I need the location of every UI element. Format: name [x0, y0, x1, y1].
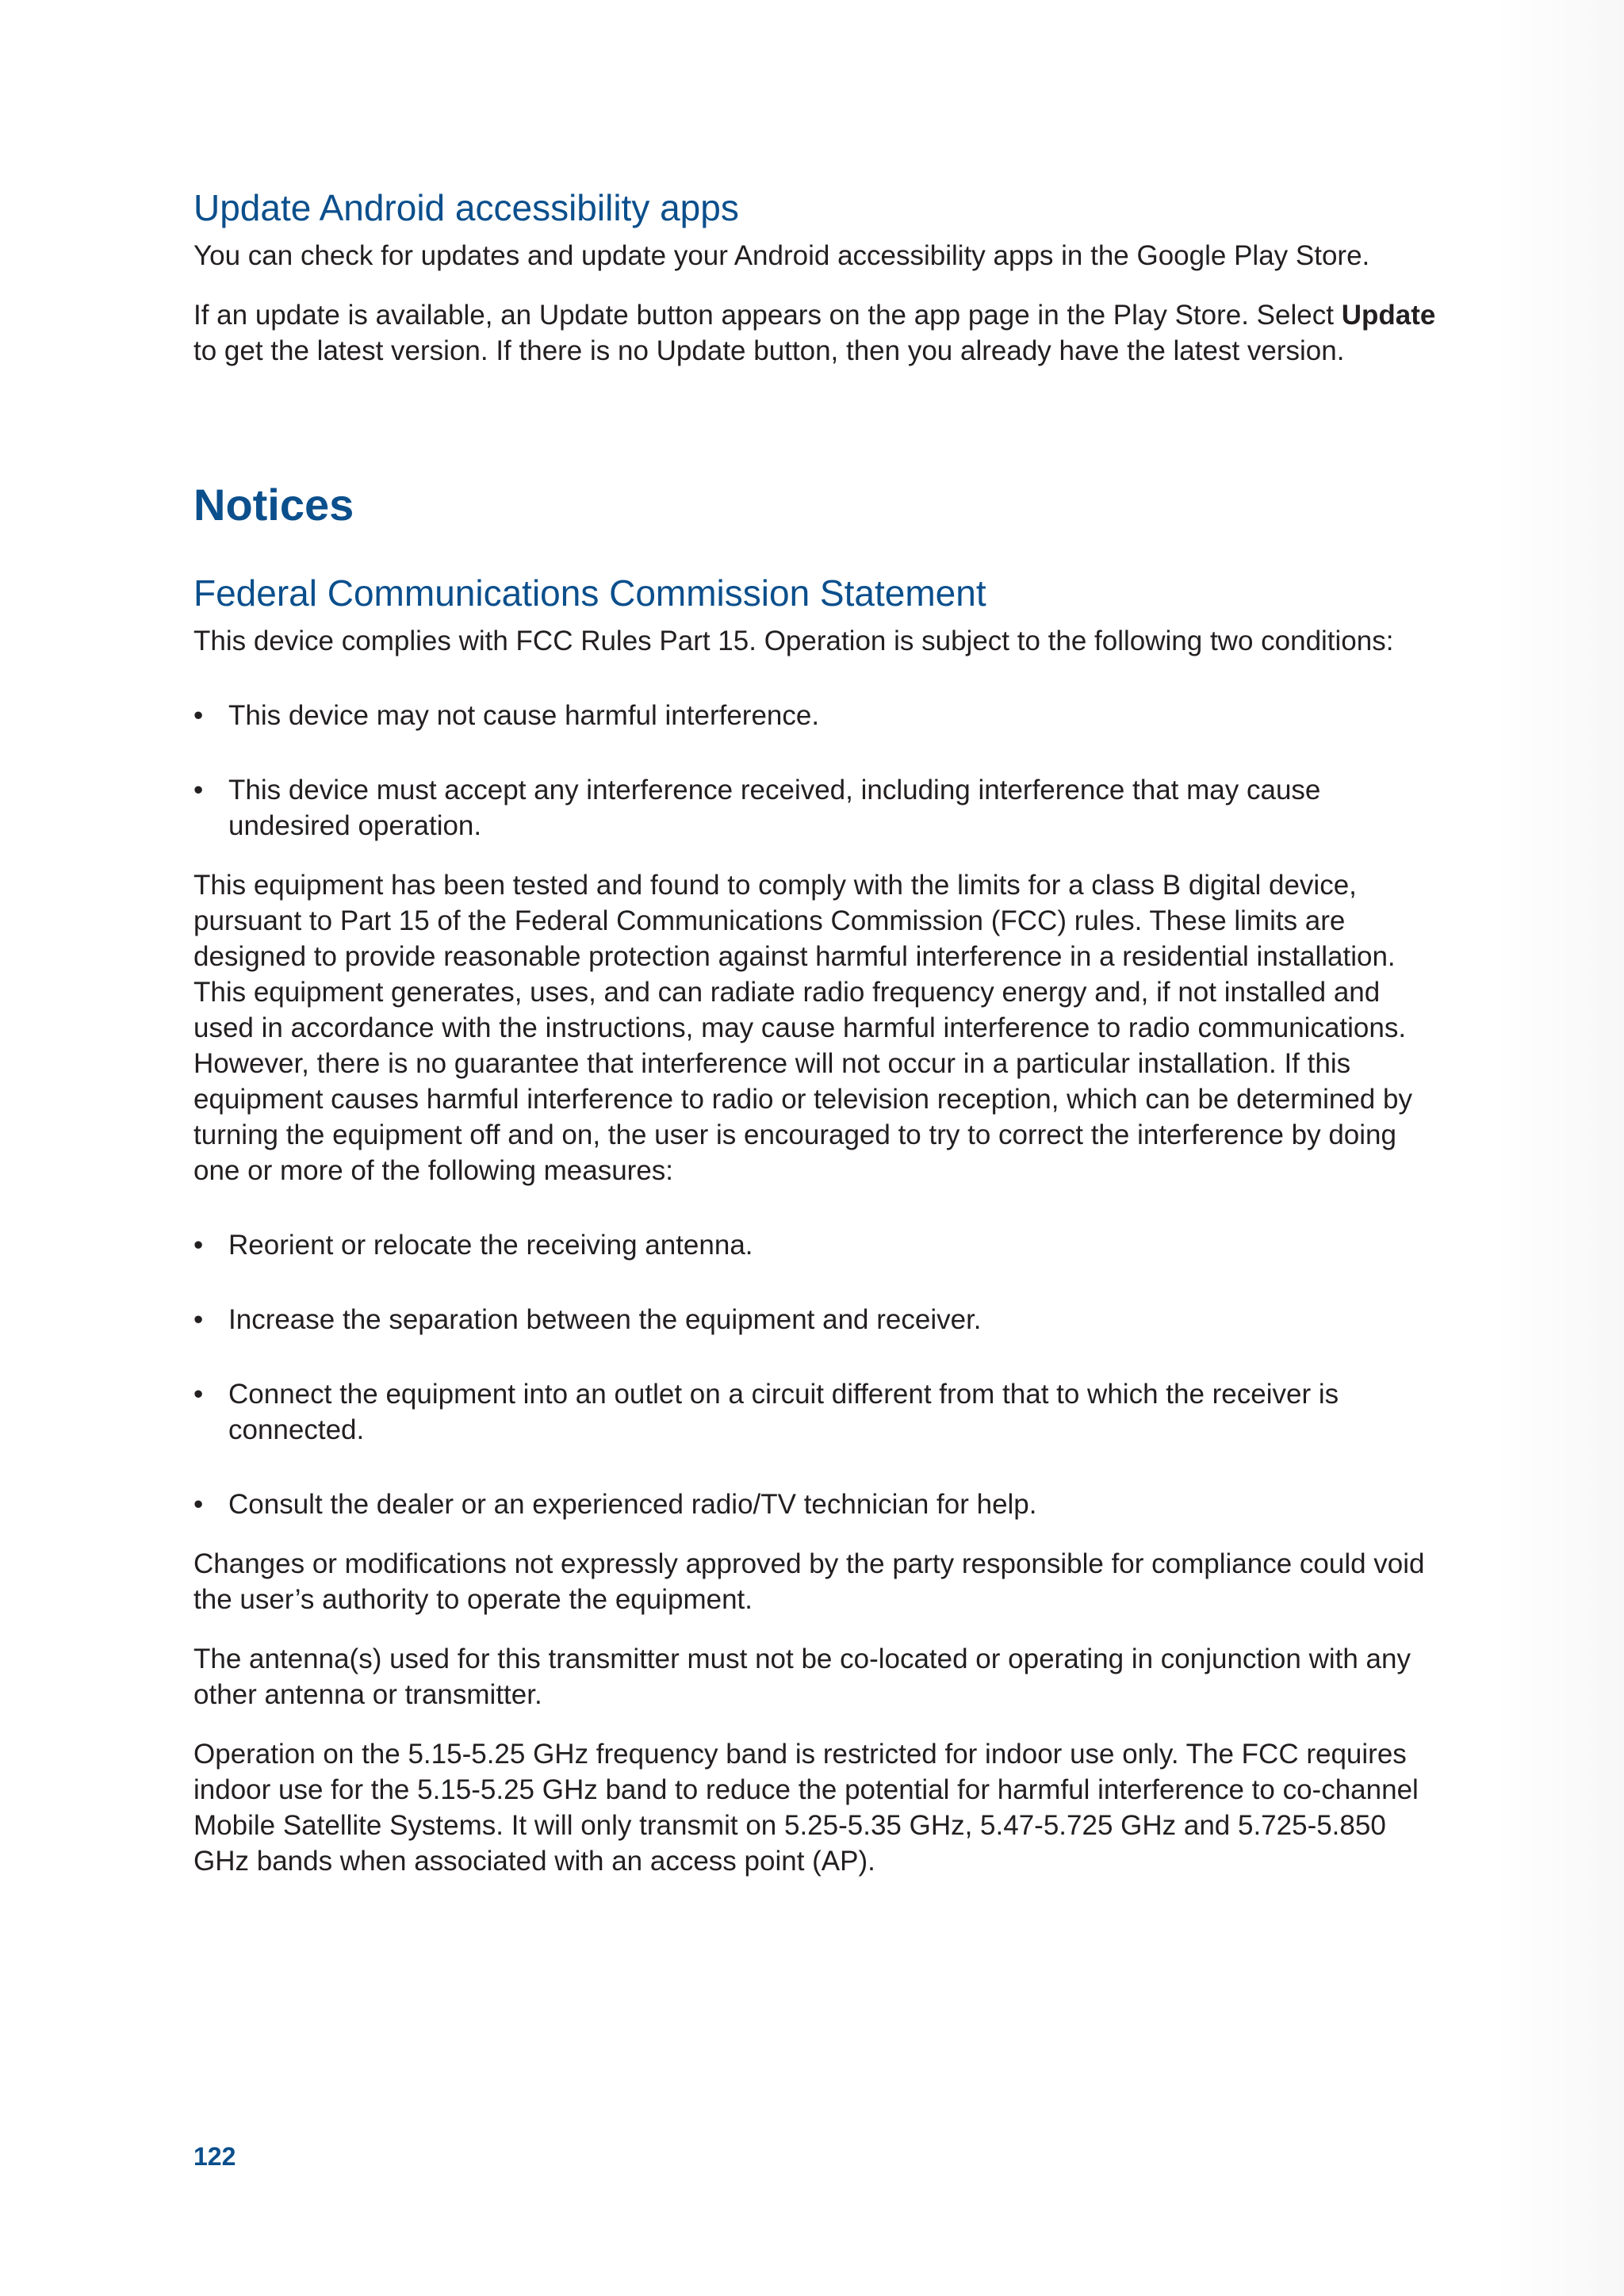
bullet-icon: • — [193, 1230, 204, 1261]
fcc-statement-heading: Federal Communications Commission Statement — [193, 572, 986, 614]
measure-text: Connect the equipment into an outlet on a circuit different from that to which the receiver is connected. — [228, 1379, 1339, 1445]
update-keyword: Update — [1341, 300, 1436, 331]
notices-heading: Notices — [193, 480, 354, 530]
fcc-changes-paragraph: Changes or modifications not expressly approved by the party responsible for compliance could void the user’s authority to operate the equipment. — [193, 1548, 1425, 1615]
measure-text: Consult the dealer or an experienced radio/TV technician for help. — [228, 1489, 1037, 1520]
measure-text: Reorient or relocate the receiving antenna. — [228, 1230, 753, 1261]
bullet-icon: • — [193, 1489, 204, 1520]
fcc-intro-paragraph: This device complies with FCC Rules Part 15. Operation is subject to the following two conditions: — [193, 626, 1394, 656]
bullet-icon: • — [193, 1304, 204, 1335]
condition-text: This device must accept any interference received, including interference that may cause undesired operation. — [228, 775, 1321, 841]
fcc-antenna-paragraph: The antenna(s) used for this transmitter must not be co-located or operating in conjunction with any other antenna or transmitter. — [193, 1644, 1411, 1710]
page-content — [193, 184, 1446, 1903]
update-apps-p2-start: If an update is available, an Update button appears on the app page in the Play Store. Select — [193, 300, 1342, 331]
list-item — [193, 1487, 1446, 1522]
bullet-icon: • — [193, 1379, 204, 1410]
list-item — [193, 1376, 1446, 1448]
update-apps-paragraph-2 — [193, 297, 1446, 369]
page-number: 122 — [193, 2142, 236, 2171]
bullet-icon: • — [193, 700, 204, 731]
bullet-icon: • — [193, 775, 204, 806]
condition-text: This device may not cause harmful interference. — [228, 700, 820, 731]
list-item — [193, 772, 1446, 844]
list-item — [193, 1227, 1446, 1263]
list-item — [193, 698, 1446, 733]
update-apps-heading: Update Android accessibility apps — [193, 187, 739, 228]
update-apps-p2-end: to get the latest version. If there is no Update button, then you already have the latest version. — [193, 335, 1345, 366]
list-item — [193, 1302, 1446, 1337]
fcc-measures-list — [193, 1227, 1446, 1522]
fcc-conditions-list — [193, 698, 1446, 844]
update-apps-paragraph-1: You can check for updates and update your Android accessibility apps in the Google Play Store. — [193, 240, 1370, 271]
fcc-operation-paragraph: Operation on the 5.15-5.25 GHz frequency band is restricted for indoor use only. The FCC requires indoor use for the 5.15-5.25 GHz band to reduce the potential for harmful interference to co-channel Mobile Satellite Systems. It will only transmit on 5.25-5.35 GHz, 5.47-5.725 GHz and 5.725-5.850 GHz bands when associated with an access point (AP). — [193, 1739, 1419, 1877]
measure-text: Increase the separation between the equipment and receiver. — [228, 1304, 982, 1335]
fcc-equipment-paragraph: This equipment has been tested and found to comply with the limits for a class B digital device, pursuant to Part 15 of the Federal Communications Commission (FCC) rules. These limits are designed to provide reasonable protection against harmful interference in a residential installation. This equipment generates, uses, and can radiate radio frequency energy and, if not installed and used in accordance with the instructions, may cause harmful interference to radio communications. However, there is no guarantee that interference will not occur in a particular installation. If this equipment causes harmful interference to radio or television reception, which can be determined by turning the equipment off and on, the user is encouraged to try to correct the interference by doing one or more of the following measures: — [193, 870, 1412, 1186]
